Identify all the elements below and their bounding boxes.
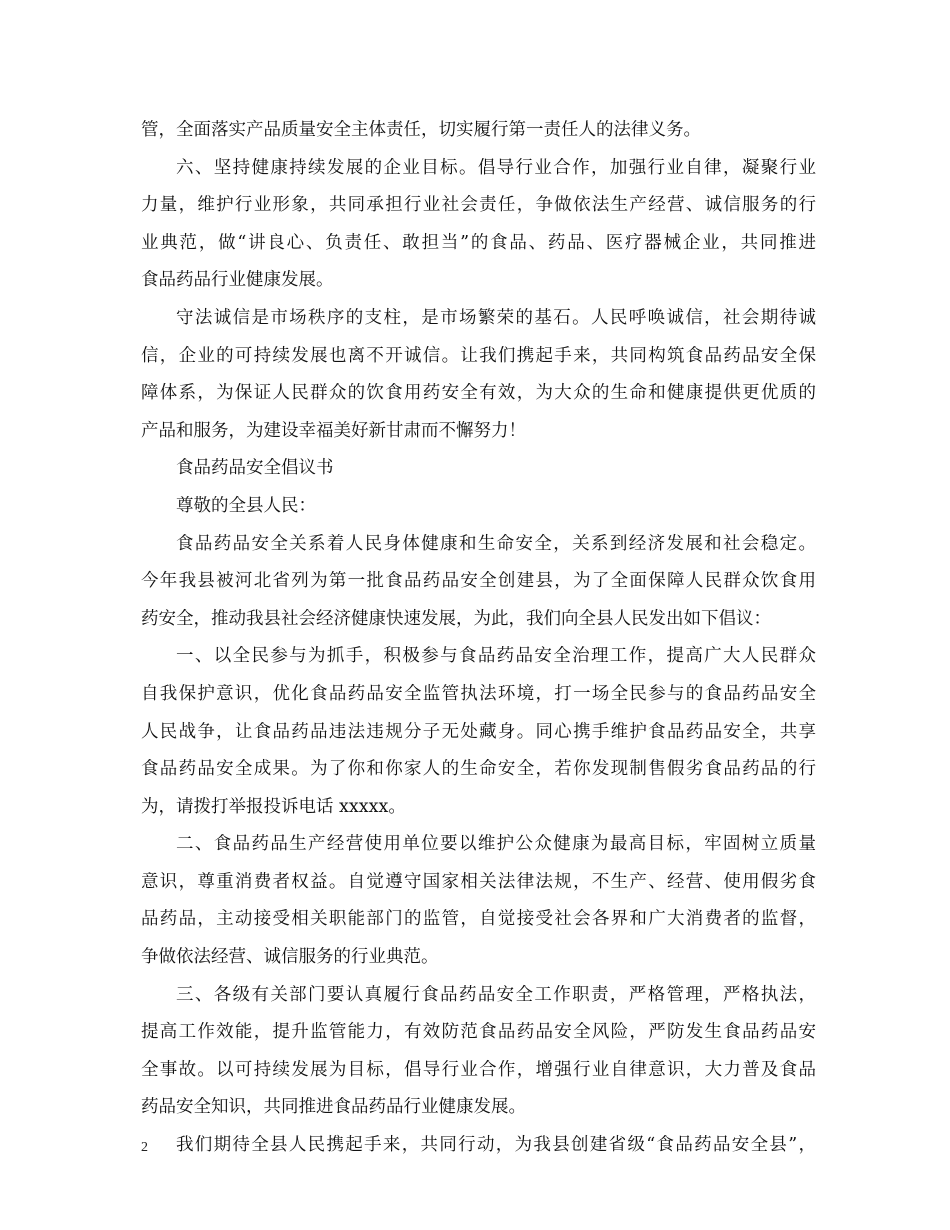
text-line: 提高工作效能，提升监管能力，有效防范食品药品安全风险，严防发生食品药品安 <box>141 1022 816 1043</box>
text-line: 障体系，为保证人民群众的饮食用药安全有效，为大众的生命和健康提供更优质的 <box>141 383 816 404</box>
text-line: 守法诚信是市场秩序的支柱，是市场繁荣的基石。人民呼唤诚信，社会期待诚 <box>176 307 816 328</box>
text-line: 产品和服务，为建设幸福美好新甘肃而不懈努力！ <box>141 420 526 441</box>
text-line: 药品安全知识，共同推进食品药品行业健康发展。 <box>141 1097 526 1118</box>
text-line: 信，企业的可持续发展也离不开诚信。让我们携起手来，共同构筑食品药品安全保 <box>141 345 816 366</box>
text-line: 业典范，做“讲良心、负责任、敢担当”的食品、药品、医疗器械企业，共同推进 <box>141 232 816 253</box>
text-line: 今年我县被河北省列为第一批食品药品安全创建县，为了全面保障人民群众饮食用 <box>141 571 816 592</box>
text-line: 力量，维护行业形象，共同承担行业社会责任，争做依法生产经营、诚信服务的行 <box>141 195 816 216</box>
text-line: 食品药品安全关系着人民身体健康和生命安全，关系到经济发展和社会稳定。 <box>176 533 816 554</box>
text-line: 为，请拨打举报投诉电话 xxxxx。 <box>141 796 406 817</box>
text-line: 争做依法经营、诚信服务的行业典范。 <box>141 947 439 968</box>
text-line: 药安全，推动我县社会经济健康快速发展，为此，我们向全县人民发出如下倡议： <box>141 608 771 629</box>
text-line: 三、各级有关部门要认真履行食品药品安全工作职责，严格管理，严格执法， <box>176 984 816 1005</box>
text-line: 尊敬的全县人民： <box>176 495 316 516</box>
text-line: 我们期待全县人民携起手来，共同行动，为我县创建省级“食品药品安全县”， <box>176 1135 816 1156</box>
text-line: 二、食品药品生产经营使用单位要以维护公众健康为最高目标，牢固树立质量 <box>176 834 816 855</box>
text-line: 六、坚持健康持续发展的企业目标。倡导行业合作，加强行业自律，凝聚行业 <box>176 157 816 178</box>
text-line: 自我保护意识，优化食品药品安全监管执法环境，打一场全民参与的食品药品安全 <box>141 683 816 704</box>
text-line: 品药品，主动接受相关职能部门的监管，自觉接受社会各界和广大消费者的监督， <box>141 909 816 930</box>
text-line: 全事故。以可持续发展为目标，倡导行业合作，增强行业自律意识，大力普及食品 <box>141 1059 816 1080</box>
text-line: 食品药品安全倡议书 <box>176 458 334 479</box>
document-body <box>141 112 816 1165</box>
page-number: 2 <box>141 1140 148 1155</box>
text-line: 一、以全民参与为抓手，积极参与食品药品安全治理工作，提高广大人民群众 <box>176 646 816 667</box>
text-line: 食品药品行业健康发展。 <box>141 270 334 291</box>
text-line: 管，全面落实产品质量安全主体责任，切实履行第一责任人的法律义务。 <box>141 120 701 140</box>
text-line: 人民战争，让食品药品违法违规分子无处藏身。同心携手维护食品药品安全，共享 <box>141 721 816 742</box>
text-line: 食品药品安全成果。为了你和你家人的生命安全，若你发现制售假劣食品药品的行 <box>141 759 816 780</box>
text-line: 意识，尊重消费者权益。自觉遵守国家相关法律法规，不生产、经营、使用假劣食 <box>141 871 816 892</box>
